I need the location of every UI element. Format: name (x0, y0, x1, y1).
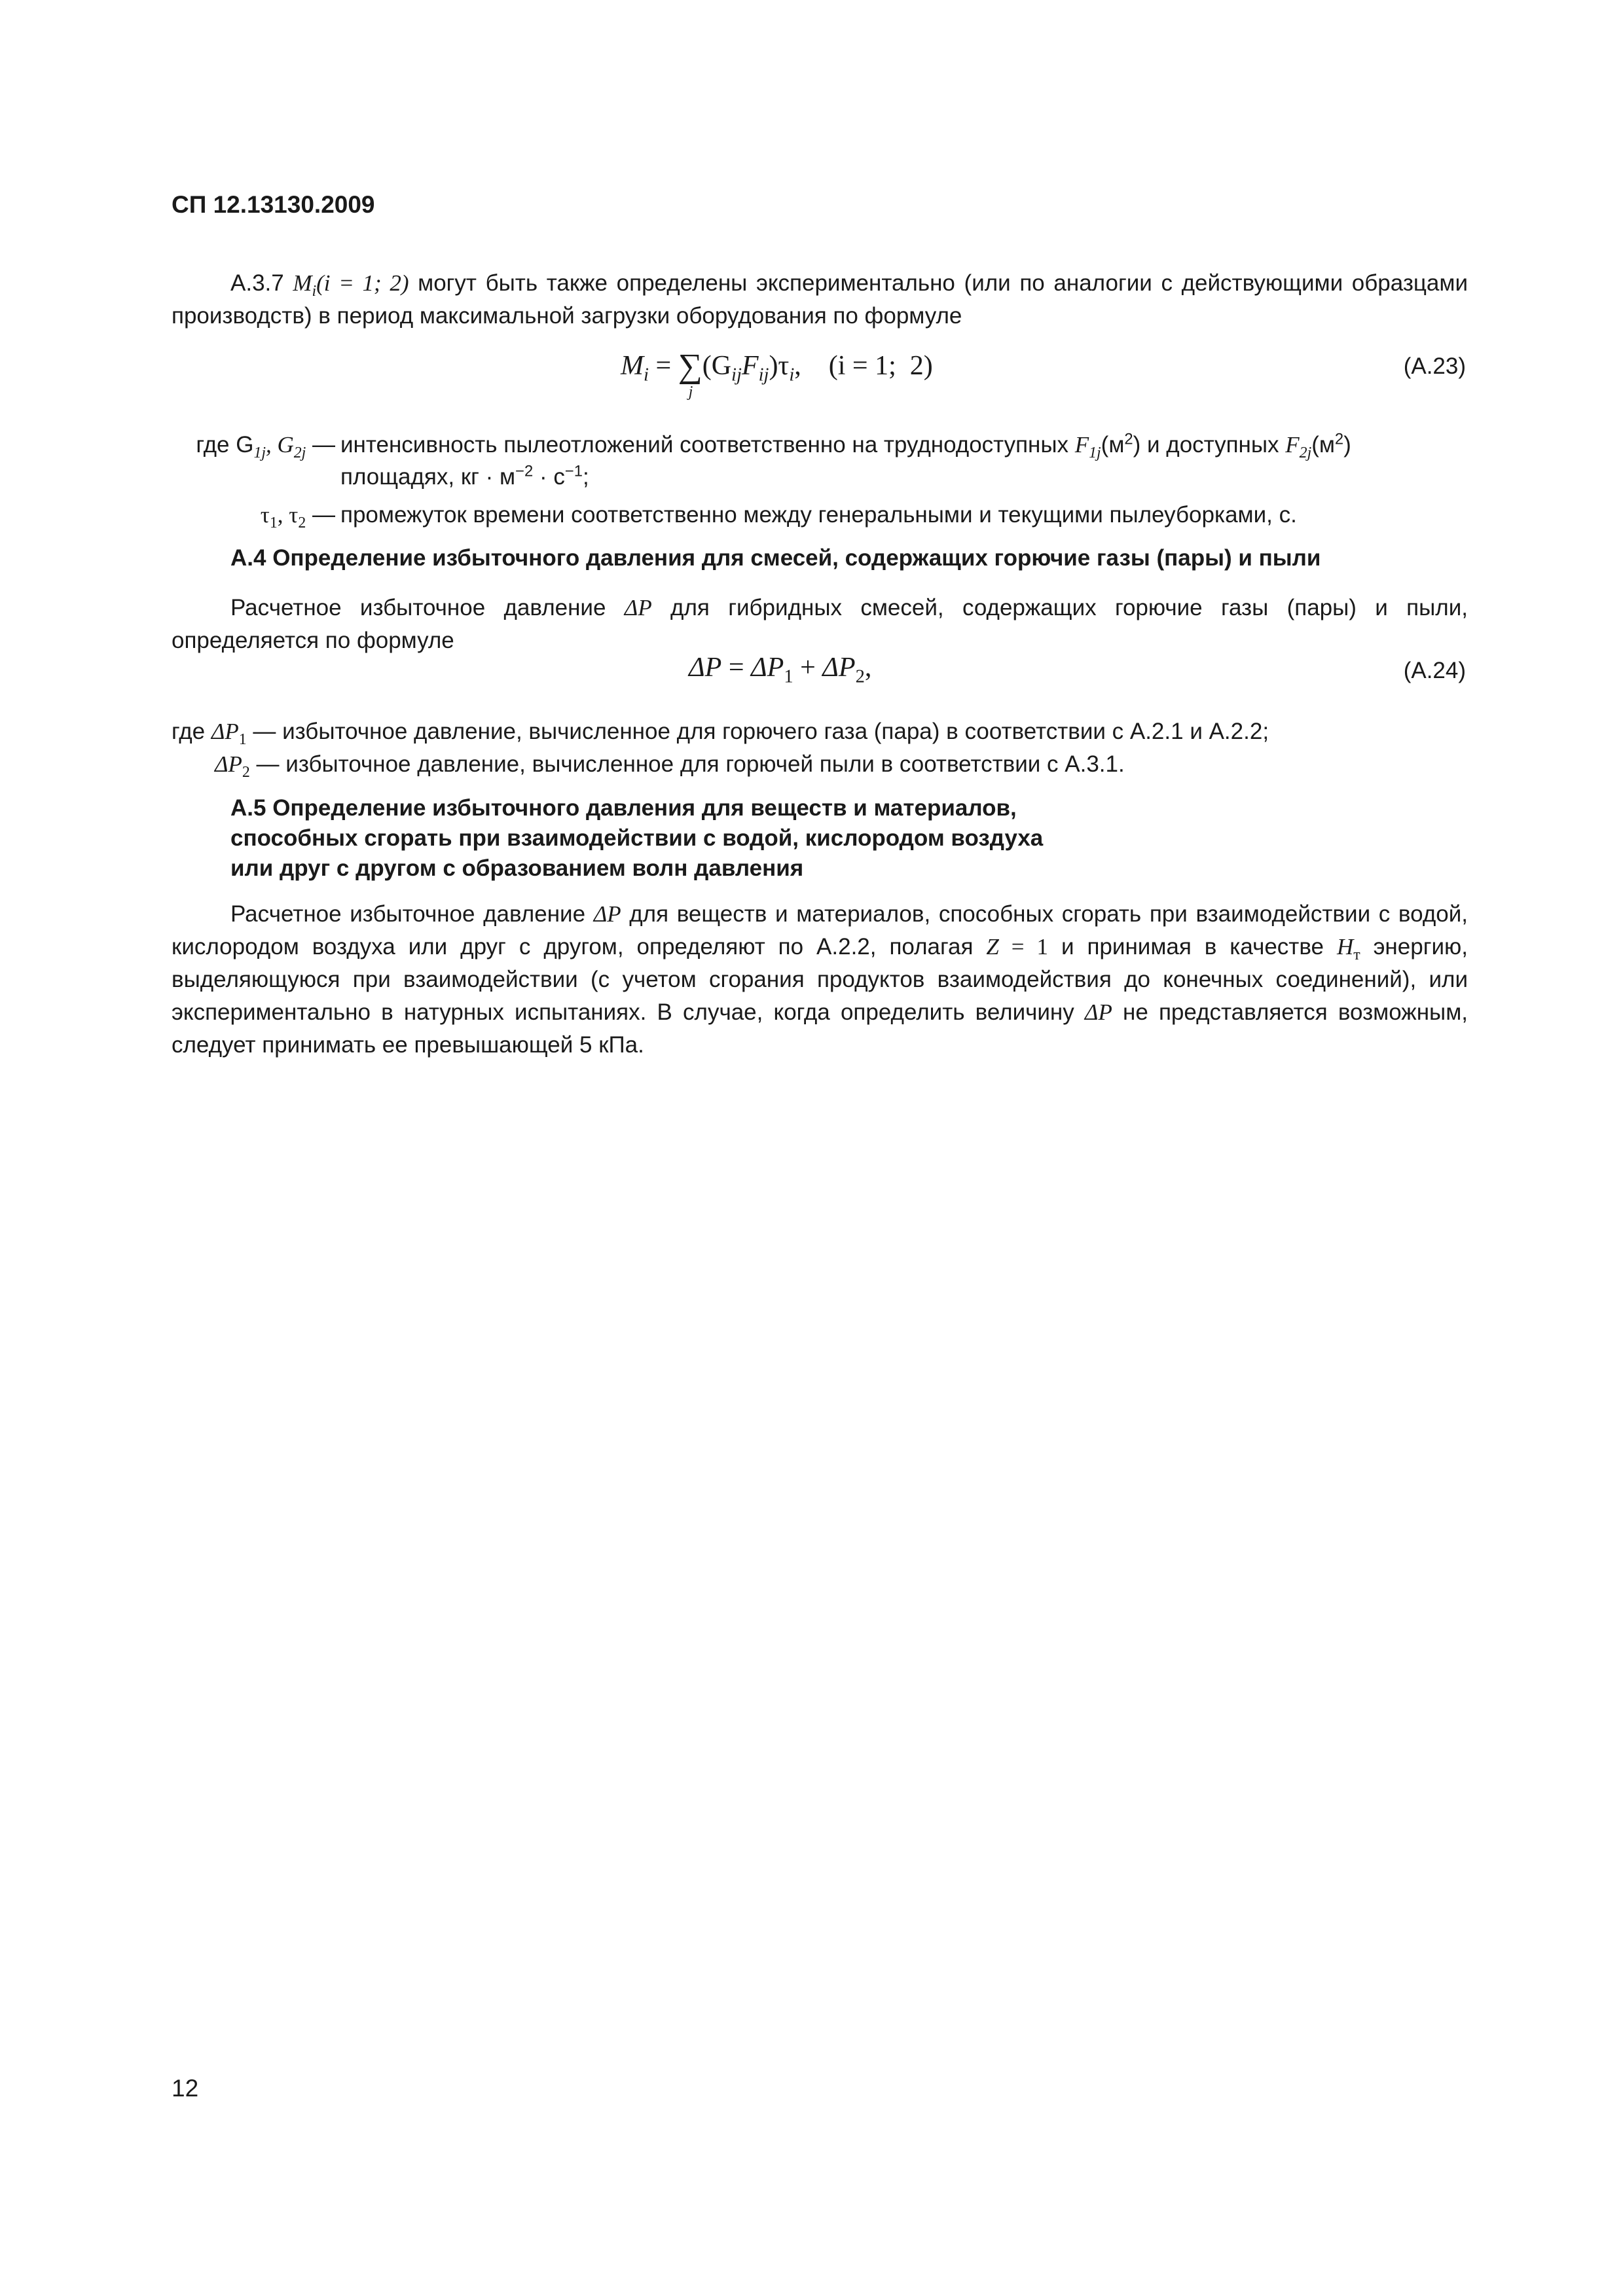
paragraph-a4: Расчетное избыточное давление ΔP для гибридных смесей, содержащих горючие газы (пары) и пыли, определяется по формуле (172, 595, 1468, 653)
paragraph-a37 (172, 267, 1468, 332)
where-term-g: где $G_{1j}$, $G_{2j}$ — (196, 432, 335, 461)
page-number: 12 (172, 2075, 199, 2102)
where-def-g-cont: площадях, кг · $м^{-2} \cdot с^{-1}$; (340, 462, 589, 490)
where-term-tau: $\tau_1$, $\tau_2$ — (260, 502, 335, 531)
paragraph-a37-text: могут быть также определены экспериментально (или по аналогии с действующими образцами производств) в период максимальной загрузки оборудования по формуле (172, 270, 1468, 329)
where-a23-line2 (172, 499, 1468, 531)
index-condition: (i = 1; 2) (316, 270, 409, 296)
heading-a5-line2: способных сгорать при взаимодействии с водой, кислородом воздуха (230, 825, 1044, 851)
document-code-header: СП 12.13130.2009 (172, 191, 375, 218)
formula-a24: $\Delta P = \Delta P_1 + \Delta P_2$, (689, 653, 872, 687)
where-a23-line1 (172, 429, 1468, 461)
var-mi: $M_i$ (293, 270, 317, 300)
where-a24-line1: где $\Delta P_1$ — избыточное давление, вычисленное для горючего газа (пара) в соответствии с А.2.1 и А.2.2; (172, 719, 1269, 748)
section-heading-a5 (230, 793, 1043, 884)
heading-a5-line3: или друг с другом с образованием волн давления (230, 855, 804, 881)
section-heading-a4: А.4 Определение избыточного давления для смесей, содержащих горючие газы (пары) и пыли (230, 545, 1321, 571)
where-a24-line2: $\Delta P_2$ — избыточное давление, вычисленное для горючей пыли в соответствии с А.3.1. (215, 751, 1125, 781)
paragraph-a5: Расчетное избыточное давление ΔP для веществ и материалов, способных сгорать при взаимодействии с водой, кислородом воздуха или друг с другом, определяют по А.2.2, полагая Z = 1 и принимая в качестве $H_т$ энергию, выделяющуюся при взаимодействии (с учетом сгорания продуктов взаимодействия до конечных соединений), или экспериментально в натурных испытаниях. В случае, когда определить величину ΔP не представляется возможным, следует принимать ее превышающей 5 кПа. (172, 901, 1468, 1058)
heading-a5-line1: А.5 Определение избыточного давления для веществ и материалов, (230, 795, 1017, 821)
sum-symbol: ∑ j (678, 348, 702, 401)
clause-number: А.3.7 (230, 270, 293, 296)
where-def-g: интенсивность пылеотложений соответственно на труднодоступных $F_{1j}(м^2)$ и доступных $F_{2j}(м^2)$ (340, 430, 1351, 461)
equation-number-a24: (А.24) (1403, 658, 1466, 683)
equation-number-a23: (А.23) (1403, 353, 1466, 379)
formula-a23: $M_i$ = ∑ j $(G_{ij}F_{ij})\tau_i$, (i = 1; 2) (621, 348, 933, 401)
where-def-tau: промежуток времени соответственно между генеральными и текущими пылеуборками, с. (340, 502, 1297, 528)
